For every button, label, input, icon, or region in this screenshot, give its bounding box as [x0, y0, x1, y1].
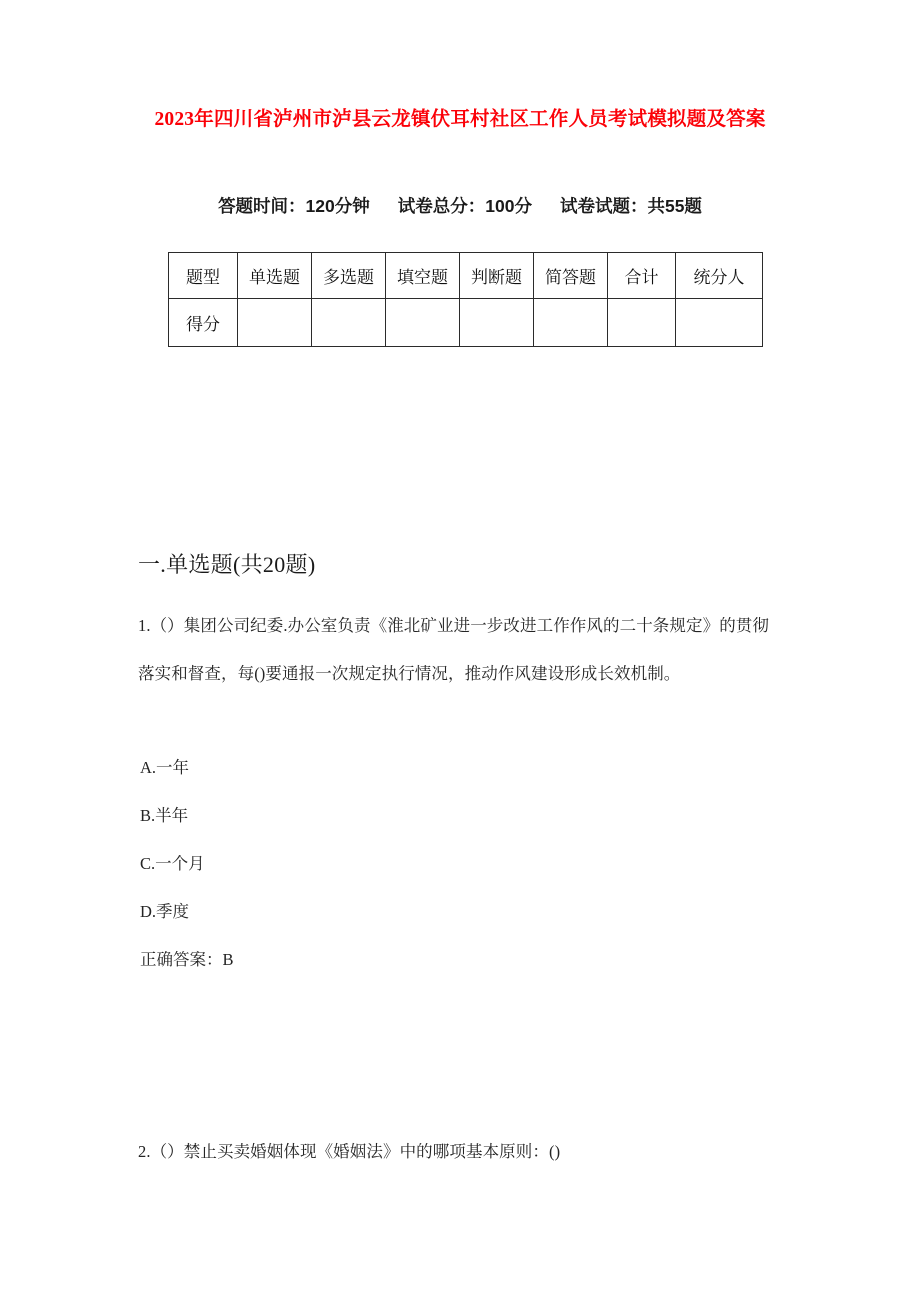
score-table-header-cell: 填空题	[386, 253, 460, 299]
score-table-header-cell: 合计	[608, 253, 676, 299]
score-cell[interactable]	[312, 299, 386, 347]
score-cell[interactable]	[608, 299, 676, 347]
score-cell[interactable]	[534, 299, 608, 347]
question-1-correct-answer: 正确答案：B	[140, 950, 234, 969]
score-table-header-cell: 多选题	[312, 253, 386, 299]
exam-total-score: 试卷总分：100分	[397, 196, 532, 216]
score-table-container	[168, 252, 757, 347]
table-row	[169, 299, 763, 347]
score-table-header-cell: 统分人	[676, 253, 763, 299]
score-table-header-row	[169, 253, 763, 299]
exam-meta-line	[0, 193, 920, 218]
question-1-option-c[interactable]: C.一个月	[140, 854, 205, 873]
section-heading-single-choice: 一.单选题(共20题)	[138, 552, 316, 577]
question-1-option-a[interactable]: A.一年	[140, 758, 190, 777]
score-table-header-cell: 题型	[169, 253, 238, 299]
score-cell[interactable]	[238, 299, 312, 347]
score-cell[interactable]	[386, 299, 460, 347]
exam-duration: 答题时间：120分钟	[218, 196, 370, 216]
document-title: 2023年四川省泸州市泸县云龙镇伏耳村社区工作人员考试模拟题及答案	[154, 109, 766, 130]
score-table	[168, 252, 763, 347]
score-cell[interactable]	[676, 299, 763, 347]
score-row-label: 得分	[169, 299, 238, 347]
score-cell[interactable]	[460, 299, 534, 347]
score-table-header-cell: 判断题	[460, 253, 534, 299]
score-table-header-cell: 简答题	[534, 253, 608, 299]
exam-question-count: 试卷试题：共55题	[559, 196, 702, 216]
question-1-stem-line-1: 1.（）集团公司纪委.办公室负责《淮北矿业进一步改进工作作风的二十条规定》的贯彻	[138, 616, 769, 635]
question-2-stem-line-1: 2.（）禁止买卖婚姻体现《婚姻法》中的哪项基本原则：()	[138, 1142, 561, 1161]
question-1-option-d[interactable]: D.季度	[140, 902, 190, 921]
question-1-stem-line-2: 落实和督查，每()要通报一次规定执行情况，推动作风建设形成长效机制。	[138, 664, 681, 683]
question-1-option-b[interactable]: B.半年	[140, 806, 189, 825]
score-table-header-cell: 单选题	[238, 253, 312, 299]
